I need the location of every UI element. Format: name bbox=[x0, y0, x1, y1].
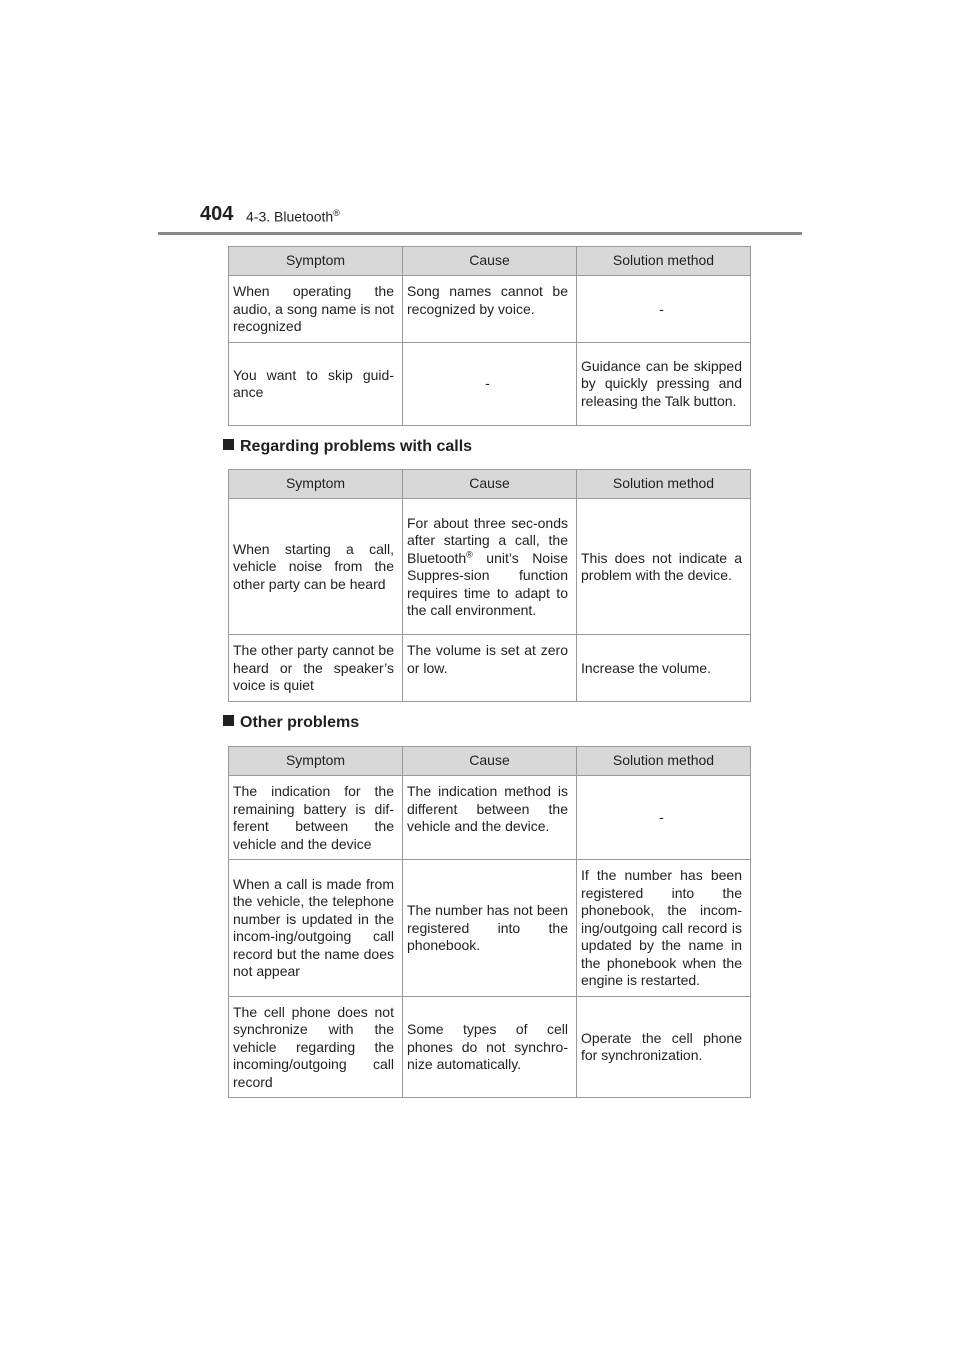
section-title-text: 4-3. Bluetooth bbox=[246, 208, 334, 225]
solution-cell: - bbox=[577, 776, 751, 860]
cause-cell bbox=[403, 499, 577, 635]
table-row bbox=[229, 860, 751, 997]
section-heading-calls bbox=[223, 438, 472, 456]
registered-mark: ® bbox=[333, 208, 340, 218]
symptom-cell: When starting a call, vehicle noise from the other party can be heard bbox=[229, 499, 403, 635]
cause-cell: - bbox=[403, 342, 577, 425]
cause-cell: The indication method is different between the vehicle and the device. bbox=[403, 776, 577, 860]
symptom-cell: The cell phone does not synchronize with the vehicle regarding the incoming/outgoing call record bbox=[229, 996, 403, 1098]
table-row bbox=[229, 996, 751, 1098]
solution-cell: - bbox=[577, 276, 751, 343]
section-heading-text: Other problems bbox=[240, 714, 360, 731]
table-row bbox=[229, 276, 751, 343]
table-call-problems bbox=[228, 469, 751, 702]
section-heading-other bbox=[223, 714, 359, 732]
section-heading-text: Regarding problems with calls bbox=[240, 438, 473, 455]
col-symptom: Symptom bbox=[229, 247, 403, 276]
symptom-cell: When operating the audio, a song name is not recognized bbox=[229, 276, 403, 343]
cause-text-start: For about three sec-onds after starting a call, the Bluetooth bbox=[407, 514, 568, 566]
col-symptom: Symptom bbox=[229, 747, 403, 776]
col-solution: Solution method bbox=[577, 247, 751, 276]
square-bullet-icon bbox=[223, 439, 234, 450]
table-header-row bbox=[229, 747, 751, 776]
symptom-cell: When a call is made from the vehicle, the telephone number is updated in the incom-ing/outgoing call record but the name does not appear bbox=[229, 860, 403, 997]
cause-cell: Some types of cell phones do not synchro-nize automatically. bbox=[403, 996, 577, 1098]
table-row bbox=[229, 635, 751, 702]
solution-cell: If the number has been registered into the phonebook, the incom-ing/outgoing call record is updated by the name in the phonebook when the engine is restarted. bbox=[577, 860, 751, 997]
symptom-cell: The other party cannot be heard or the speaker’s voice is quiet bbox=[229, 635, 403, 702]
table-row bbox=[229, 499, 751, 635]
solution-cell: This does not indicate a problem with the device. bbox=[577, 499, 751, 635]
col-solution: Solution method bbox=[577, 470, 751, 499]
table-voice-problems bbox=[228, 246, 751, 426]
cause-text-end: unit’s Noise Suppres-sion function requires time to adapt to the call environment. bbox=[407, 549, 568, 618]
cause-cell: Song names cannot be recognized by voice. bbox=[403, 276, 577, 343]
col-symptom: Symptom bbox=[229, 470, 403, 499]
symptom-cell: You want to skip guid-ance bbox=[229, 342, 403, 425]
section-title bbox=[246, 208, 340, 225]
solution-cell: Increase the volume. bbox=[577, 635, 751, 702]
table-header-row bbox=[229, 247, 751, 276]
table-other-problems bbox=[228, 746, 751, 1098]
col-solution: Solution method bbox=[577, 747, 751, 776]
table-header-row bbox=[229, 470, 751, 499]
solution-cell: Guidance can be skipped by quickly pressing and releasing the Talk button. bbox=[577, 342, 751, 425]
cause-cell: The volume is set at zero or low. bbox=[403, 635, 577, 702]
square-bullet-icon bbox=[223, 715, 234, 726]
col-cause: Cause bbox=[403, 470, 577, 499]
col-cause: Cause bbox=[403, 247, 577, 276]
page-number: 404 bbox=[200, 203, 234, 225]
symptom-cell: The indication for the remaining battery is dif-ferent between the vehicle and the device bbox=[229, 776, 403, 860]
table-row bbox=[229, 776, 751, 860]
col-cause: Cause bbox=[403, 747, 577, 776]
table-row bbox=[229, 342, 751, 425]
solution-cell: Operate the cell phone for synchronization. bbox=[577, 996, 751, 1098]
registered-mark: ® bbox=[466, 548, 473, 559]
header-rule bbox=[158, 232, 802, 235]
cause-cell: The number has not been registered into the phonebook. bbox=[403, 860, 577, 997]
